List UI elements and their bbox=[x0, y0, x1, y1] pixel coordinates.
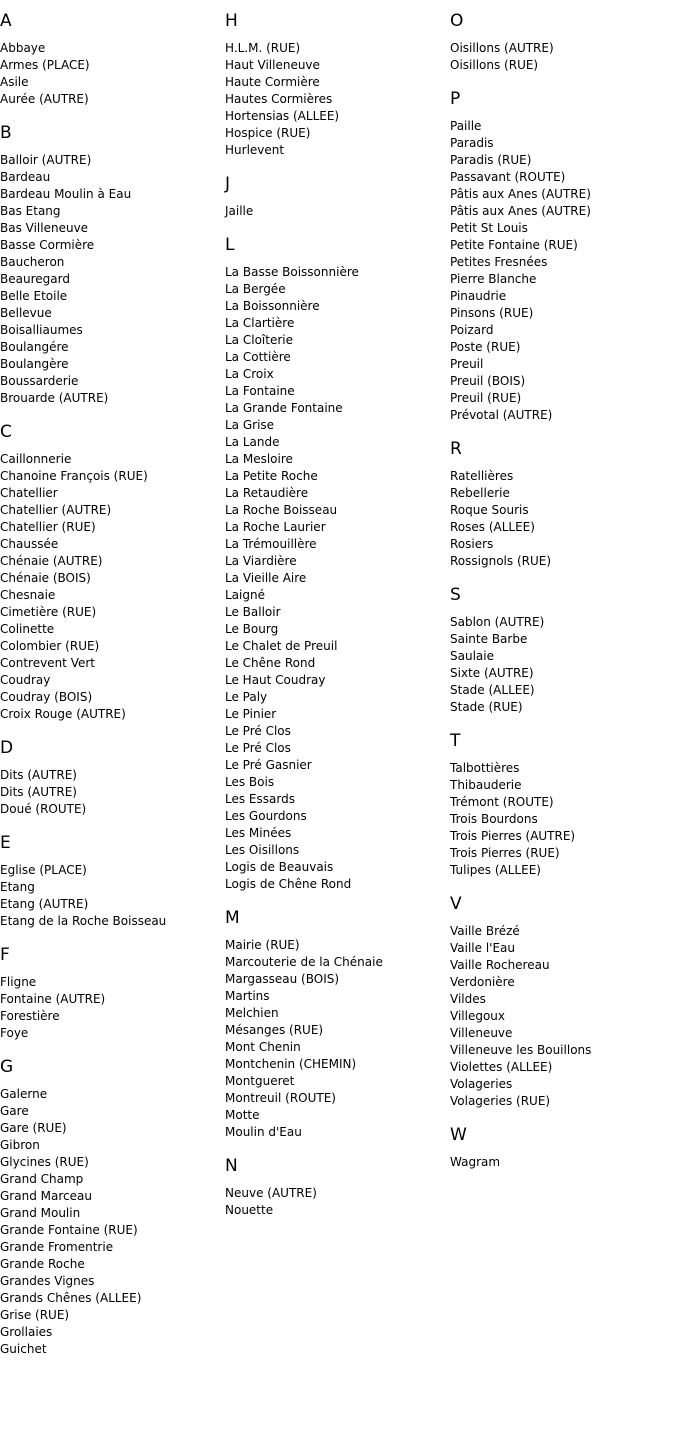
street-link[interactable]: Volageries bbox=[450, 1077, 513, 1091]
street-link[interactable]: Boulangére bbox=[0, 340, 69, 354]
street-link[interactable]: Margasseau (BOIS) bbox=[225, 972, 340, 986]
street-link[interactable]: La Bergée bbox=[225, 282, 286, 296]
street-link[interactable]: Rebellerie bbox=[450, 486, 510, 500]
street-link[interactable]: Bas Villeneuve bbox=[0, 221, 89, 235]
street-link[interactable]: Hospice (RUE) bbox=[225, 126, 311, 140]
street-link[interactable]: Logis de Chêne Rond bbox=[225, 877, 352, 891]
street-link[interactable]: Thibauderie bbox=[450, 778, 522, 792]
letter-group bbox=[225, 234, 445, 893]
street-link[interactable]: Vildes bbox=[450, 992, 486, 1006]
street-link[interactable]: Vaille Brézé bbox=[450, 924, 520, 938]
street-link[interactable]: La Retaudière bbox=[225, 486, 309, 500]
street-link[interactable]: Boisalliaumes bbox=[0, 323, 83, 337]
street-link[interactable]: Petite Fontaine (RUE) bbox=[450, 238, 578, 252]
letter-heading: L bbox=[225, 235, 235, 255]
letter-group bbox=[225, 10, 445, 159]
street-link[interactable]: La Petite Roche bbox=[225, 469, 318, 483]
street-list bbox=[0, 40, 220, 108]
street-link[interactable]: Chatellier (RUE) bbox=[0, 520, 96, 534]
street-link[interactable]: Petit St Louis bbox=[450, 221, 528, 235]
street-link[interactable]: Grand Champ bbox=[0, 1172, 84, 1186]
street-list bbox=[0, 862, 220, 930]
street-link[interactable]: Oisillons (RUE) bbox=[450, 58, 539, 72]
street-link[interactable]: Logis de Beauvais bbox=[225, 860, 334, 874]
street-link[interactable]: Armes (PLACE) bbox=[0, 58, 90, 72]
street-link[interactable]: Vaille Rochereau bbox=[450, 958, 550, 972]
street-link[interactable]: La Cottière bbox=[225, 350, 291, 364]
street-link[interactable]: Melchien bbox=[225, 1006, 279, 1020]
street-link[interactable]: Pierre Blanche bbox=[450, 272, 537, 286]
street-link[interactable]: Le Bourg bbox=[225, 622, 279, 636]
street-link[interactable]: Gibron bbox=[0, 1138, 40, 1152]
street-list bbox=[0, 974, 220, 1042]
street-link[interactable]: Moulin d'Eau bbox=[225, 1125, 302, 1139]
street-link[interactable]: Bardeau Moulin à Eau bbox=[0, 187, 132, 201]
letter-heading: M bbox=[225, 908, 240, 928]
street-link[interactable]: Violettes (ALLEE) bbox=[450, 1060, 553, 1074]
letter-heading: J bbox=[225, 174, 231, 194]
street-list bbox=[225, 264, 445, 893]
street-link[interactable]: Mont Chenin bbox=[225, 1040, 301, 1054]
street-link[interactable]: La Viardière bbox=[225, 554, 297, 568]
letter-group bbox=[0, 122, 220, 407]
street-link[interactable]: Montreuil (ROUTE) bbox=[225, 1091, 336, 1105]
street-link[interactable]: Stade (ALLEE) bbox=[450, 683, 535, 697]
street-link[interactable]: Le Chalet de Preuil bbox=[225, 639, 338, 653]
street-list bbox=[225, 40, 445, 159]
street-link[interactable]: Bellevue bbox=[0, 306, 52, 320]
street-link[interactable]: Roses (ALLEE) bbox=[450, 520, 535, 534]
street-link[interactable]: La Clartière bbox=[225, 316, 295, 330]
index-column-1 bbox=[0, 10, 220, 1372]
street-link[interactable]: Vaille l'Eau bbox=[450, 941, 516, 955]
letter-heading: V bbox=[450, 894, 462, 914]
street-list bbox=[225, 1185, 445, 1219]
street-link[interactable]: Volageries (RUE) bbox=[450, 1094, 551, 1108]
street-link[interactable]: La Cloîterie bbox=[225, 333, 293, 347]
letter-group bbox=[450, 438, 670, 570]
street-list bbox=[450, 760, 670, 879]
street-link[interactable]: Eglise (PLACE) bbox=[0, 863, 87, 877]
street-list bbox=[450, 468, 670, 570]
street-link[interactable]: Balloir (AUTRE) bbox=[0, 153, 92, 167]
street-link[interactable]: La Basse Boissonnière bbox=[225, 265, 359, 279]
street-link[interactable]: Poizard bbox=[450, 323, 494, 337]
street-link[interactable]: La Grise bbox=[225, 418, 275, 432]
letter-group bbox=[450, 584, 670, 716]
street-link[interactable]: Paradis bbox=[450, 136, 494, 150]
street-link[interactable]: Chatellier bbox=[0, 486, 58, 500]
street-link[interactable]: Colinette bbox=[0, 622, 55, 636]
street-link[interactable]: Motte bbox=[225, 1108, 260, 1122]
street-link[interactable]: Grande Fontaine (RUE) bbox=[0, 1223, 138, 1237]
letter-group bbox=[450, 730, 670, 879]
letter-heading: T bbox=[450, 731, 461, 751]
street-link[interactable]: Sixte (AUTRE) bbox=[450, 666, 534, 680]
street-list bbox=[0, 152, 220, 407]
letter-group bbox=[450, 88, 670, 424]
street-link[interactable]: Trémont (ROUTE) bbox=[450, 795, 554, 809]
street-list bbox=[450, 118, 670, 424]
letter-group bbox=[0, 421, 220, 723]
street-link[interactable]: Glycines (RUE) bbox=[0, 1155, 89, 1169]
street-link[interactable]: Hautes Cormières bbox=[225, 92, 333, 106]
street-link[interactable]: Grands Chênes (ALLEE) bbox=[0, 1291, 142, 1305]
letter-group bbox=[0, 1056, 220, 1358]
street-link[interactable]: Prévotal (AUTRE) bbox=[450, 408, 553, 422]
street-link[interactable]: Martins bbox=[225, 989, 270, 1003]
street-link[interactable]: Le Pré Gasnier bbox=[225, 758, 312, 772]
letter-group bbox=[225, 1155, 445, 1219]
street-link[interactable]: Chénaie (BOIS) bbox=[0, 571, 91, 585]
letter-heading: P bbox=[450, 89, 461, 109]
street-link[interactable]: Montgueret bbox=[225, 1074, 295, 1088]
street-link[interactable]: Talbottières bbox=[450, 761, 520, 775]
street-link[interactable]: Colombier (RUE) bbox=[0, 639, 100, 653]
street-link[interactable]: Le Haut Coudray bbox=[225, 673, 326, 687]
letter-heading: F bbox=[0, 945, 10, 965]
street-link[interactable]: Grande Fromentrie bbox=[0, 1240, 114, 1254]
index-column-2 bbox=[225, 10, 445, 1233]
letter-group bbox=[450, 1124, 670, 1171]
street-link[interactable]: Les Bois bbox=[225, 775, 275, 789]
index-column-3 bbox=[450, 10, 670, 1185]
street-link[interactable]: Chanoine François (RUE) bbox=[0, 469, 148, 483]
street-link[interactable]: Mairie (RUE) bbox=[225, 938, 300, 952]
street-link[interactable]: Belle Etoile bbox=[0, 289, 68, 303]
street-link[interactable]: Villegoux bbox=[450, 1009, 505, 1023]
street-link[interactable]: Laigné bbox=[225, 588, 265, 602]
letter-heading: H bbox=[225, 11, 238, 31]
letter-group bbox=[450, 10, 670, 74]
street-link[interactable]: Grollaies bbox=[0, 1325, 53, 1339]
street-link[interactable]: Trois Pierres (AUTRE) bbox=[450, 829, 576, 843]
street-link[interactable]: Boulangère bbox=[0, 357, 69, 371]
street-link[interactable]: Fontaine (AUTRE) bbox=[0, 992, 106, 1006]
letter-group bbox=[450, 893, 670, 1110]
street-link[interactable]: Grise (RUE) bbox=[0, 1308, 70, 1322]
street-link[interactable]: Haute Cormière bbox=[225, 75, 320, 89]
street-link[interactable]: Les Oisillons bbox=[225, 843, 300, 857]
street-link[interactable]: La Lande bbox=[225, 435, 280, 449]
street-link[interactable]: Hortensias (ALLEE) bbox=[225, 109, 340, 123]
street-link[interactable]: Paradis (RUE) bbox=[450, 153, 532, 167]
letter-heading: R bbox=[450, 439, 462, 459]
letter-group bbox=[0, 737, 220, 818]
street-link[interactable]: Bardeau bbox=[0, 170, 51, 184]
letter-heading: C bbox=[0, 422, 12, 442]
street-link[interactable]: Abbaye bbox=[0, 41, 46, 55]
street-link[interactable]: Chesnaie bbox=[0, 588, 56, 602]
street-link[interactable]: Dits (AUTRE) bbox=[0, 768, 77, 782]
street-link[interactable]: Coudray (BOIS) bbox=[0, 690, 93, 704]
street-link[interactable]: Poste (RUE) bbox=[450, 340, 521, 354]
street-link[interactable]: Marcouterie de la Chénaie bbox=[225, 955, 383, 969]
street-link[interactable]: Nouette bbox=[225, 1203, 274, 1217]
street-list bbox=[0, 451, 220, 723]
street-link[interactable]: La Mesloire bbox=[225, 452, 293, 466]
street-link[interactable]: Forestière bbox=[0, 1009, 60, 1023]
street-link[interactable]: Le Balloir bbox=[225, 605, 281, 619]
letter-group bbox=[0, 10, 220, 108]
street-link[interactable]: Tulipes (ALLEE) bbox=[450, 863, 541, 877]
street-link[interactable]: Baucheron bbox=[0, 255, 65, 269]
street-link[interactable]: Paille bbox=[450, 119, 482, 133]
street-link[interactable]: Galerne bbox=[0, 1087, 48, 1101]
street-link[interactable]: Preuil bbox=[450, 357, 484, 371]
street-link[interactable]: Gare (RUE) bbox=[0, 1121, 67, 1135]
street-link[interactable]: Asile bbox=[0, 75, 29, 89]
street-link[interactable]: Oisillons (AUTRE) bbox=[450, 41, 554, 55]
street-link[interactable]: Le Paly bbox=[225, 690, 268, 704]
street-list bbox=[225, 937, 445, 1141]
street-link[interactable]: Le Pré Clos bbox=[225, 741, 291, 755]
street-link[interactable]: Etang de la Roche Boisseau bbox=[0, 914, 167, 928]
street-link[interactable]: Grande Roche bbox=[0, 1257, 85, 1271]
letter-heading: S bbox=[450, 585, 461, 605]
street-link[interactable]: Ratellières bbox=[450, 469, 514, 483]
street-link[interactable]: Chénaie (AUTRE) bbox=[0, 554, 103, 568]
street-link[interactable]: Sainte Barbe bbox=[450, 632, 528, 646]
street-link[interactable]: Montchenin (CHEMIN) bbox=[225, 1057, 357, 1071]
letter-heading: A bbox=[0, 11, 12, 31]
street-link[interactable]: Grand Marceau bbox=[0, 1189, 92, 1203]
street-link[interactable]: Chatellier (AUTRE) bbox=[0, 503, 112, 517]
street-link[interactable]: La Boissonnière bbox=[225, 299, 320, 313]
letter-group bbox=[0, 944, 220, 1042]
street-link[interactable]: Neuve (AUTRE) bbox=[225, 1186, 317, 1200]
street-link[interactable]: Chaussée bbox=[0, 537, 59, 551]
letter-group bbox=[0, 832, 220, 930]
street-link[interactable]: Etang bbox=[0, 880, 35, 894]
street-link[interactable]: Saulaie bbox=[450, 649, 494, 663]
street-link[interactable]: Petites Fresnées bbox=[450, 255, 548, 269]
street-link[interactable]: La Grande Fontaine bbox=[225, 401, 343, 415]
street-list bbox=[450, 614, 670, 716]
street-link[interactable]: Les Essards bbox=[225, 792, 295, 806]
street-link[interactable]: Verdonière bbox=[450, 975, 515, 989]
street-link[interactable]: Les Gourdons bbox=[225, 809, 307, 823]
street-link[interactable]: Passavant (ROUTE) bbox=[450, 170, 566, 184]
street-link[interactable]: Le Pinier bbox=[225, 707, 277, 721]
street-link[interactable]: Foye bbox=[0, 1026, 29, 1040]
street-link[interactable]: Le Chêne Rond bbox=[225, 656, 316, 670]
street-link[interactable]: Fligne bbox=[0, 975, 37, 989]
street-link[interactable]: Roque Souris bbox=[450, 503, 529, 517]
street-link[interactable]: Pinsons (RUE) bbox=[450, 306, 534, 320]
street-link[interactable]: Pâtis aux Anes (AUTRE) bbox=[450, 187, 591, 201]
letter-heading: D bbox=[0, 738, 14, 758]
letter-heading: B bbox=[0, 123, 12, 143]
street-link[interactable]: Rosiers bbox=[450, 537, 494, 551]
letter-heading: E bbox=[0, 833, 11, 853]
street-link[interactable]: La Roche Boisseau bbox=[225, 503, 338, 517]
street-link[interactable]: Sablon (AUTRE) bbox=[450, 615, 545, 629]
street-link[interactable]: Coudray bbox=[0, 673, 51, 687]
letter-group bbox=[225, 907, 445, 1141]
street-link[interactable]: Wagram bbox=[450, 1155, 501, 1169]
street-link[interactable]: Preuil (RUE) bbox=[450, 391, 522, 405]
street-link[interactable]: Caillonnerie bbox=[0, 452, 72, 466]
letter-heading: G bbox=[0, 1057, 14, 1077]
street-list bbox=[450, 40, 670, 74]
letter-heading: N bbox=[225, 1156, 238, 1176]
street-link[interactable]: La Roche Laurier bbox=[225, 520, 326, 534]
street-link[interactable]: Trois Bourdons bbox=[450, 812, 538, 826]
street-link[interactable]: Preuil (BOIS) bbox=[450, 374, 526, 388]
street-link[interactable]: Jaille bbox=[225, 204, 254, 218]
street-link[interactable]: Grandes Vignes bbox=[0, 1274, 95, 1288]
street-link[interactable]: Guichet bbox=[0, 1342, 47, 1356]
street-link[interactable]: Hurlevent bbox=[225, 143, 285, 157]
street-link[interactable]: Les Minées bbox=[225, 826, 292, 840]
street-link[interactable]: Mésanges (RUE) bbox=[225, 1023, 324, 1037]
street-link[interactable]: La Fontaine bbox=[225, 384, 295, 398]
street-link[interactable]: La Croix bbox=[225, 367, 274, 381]
street-link[interactable]: H.L.M. (RUE) bbox=[225, 41, 301, 55]
street-link[interactable]: Villeneuve les Bouillons bbox=[450, 1043, 592, 1057]
street-link[interactable]: Contrevent Vert bbox=[0, 656, 95, 670]
street-link[interactable]: Doué (ROUTE) bbox=[0, 802, 87, 816]
street-link[interactable]: Grand Moulin bbox=[0, 1206, 81, 1220]
street-link[interactable]: Pâtis aux Anes (AUTRE) bbox=[450, 204, 591, 218]
street-link[interactable]: Le Pré Clos bbox=[225, 724, 291, 738]
letter-heading: O bbox=[450, 11, 464, 31]
street-link[interactable]: Aurée (AUTRE) bbox=[0, 92, 89, 106]
letter-heading: W bbox=[450, 1125, 467, 1145]
street-link[interactable]: Gare bbox=[0, 1104, 29, 1118]
street-link[interactable]: Croix Rouge (AUTRE) bbox=[0, 707, 126, 721]
street-link[interactable]: Pinaudrie bbox=[450, 289, 507, 303]
street-link[interactable]: Rossignols (RUE) bbox=[450, 554, 552, 568]
street-list bbox=[0, 1086, 220, 1358]
street-link[interactable]: Stade (RUE) bbox=[450, 700, 523, 714]
street-list bbox=[0, 767, 220, 818]
street-link[interactable]: Cimetière (RUE) bbox=[0, 605, 97, 619]
street-link[interactable]: Boussarderie bbox=[0, 374, 79, 388]
letter-group bbox=[225, 173, 445, 220]
street-link[interactable]: Beauregard bbox=[0, 272, 70, 286]
street-link[interactable]: Dits (AUTRE) bbox=[0, 785, 77, 799]
street-link[interactable]: Etang (AUTRE) bbox=[0, 897, 89, 911]
street-list bbox=[450, 923, 670, 1110]
street-link[interactable]: La Trémouillère bbox=[225, 537, 317, 551]
street-list bbox=[225, 203, 445, 220]
street-link[interactable]: Basse Cormière bbox=[0, 238, 95, 252]
street-link[interactable]: Brouarde (AUTRE) bbox=[0, 391, 109, 405]
street-link[interactable]: Bas Etang bbox=[0, 204, 61, 218]
street-link[interactable]: Haut Villeneuve bbox=[225, 58, 320, 72]
street-link[interactable]: Trois Pierres (RUE) bbox=[450, 846, 560, 860]
street-link[interactable]: Villeneuve bbox=[450, 1026, 513, 1040]
street-link[interactable]: La Vieille Aire bbox=[225, 571, 307, 585]
street-list bbox=[450, 1154, 670, 1171]
